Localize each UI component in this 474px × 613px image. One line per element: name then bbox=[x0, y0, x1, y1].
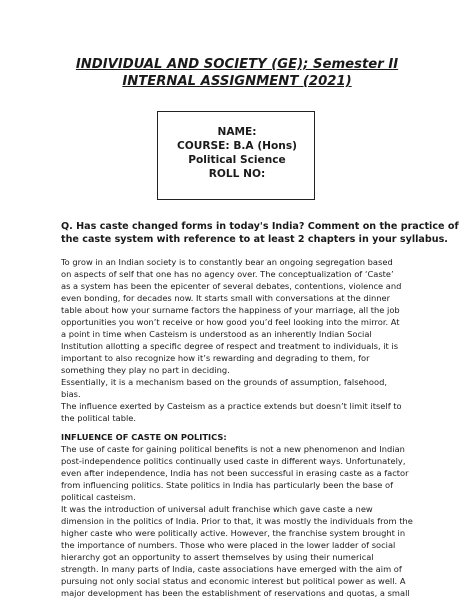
roll-number-label: ROLL NO: bbox=[208, 168, 266, 180]
body-text-line: even bonding, for decades now. It starts small with conversations at the dinner bbox=[61, 293, 391, 303]
body-text-line: from influencing politics. State politics in India has particularly been the base of bbox=[61, 480, 394, 490]
body-text-line: table about how your surname factors the happiness of your marriage, all the job bbox=[61, 305, 400, 315]
body-text-line: even after independence, India has not been successful in erasing caste as a factor bbox=[61, 468, 409, 478]
body-text-line: To grow in an Indian society is to constantly bear an ongoing segregation based bbox=[61, 257, 393, 267]
subject-label: Political Science bbox=[188, 154, 286, 166]
body-text-line: dimension in the politics of India. Prior to that, it was mostly the individuals from the bbox=[61, 516, 413, 526]
body-text-line: post-independence politics continually used caste in different ways. Unfortunately, bbox=[61, 456, 406, 466]
assignment-subtitle: INTERNAL ASSIGNMENT (2021) bbox=[122, 74, 352, 89]
body-text-line: the political table. bbox=[61, 413, 137, 423]
body-text-line: political casteism. bbox=[61, 492, 136, 502]
body-text-line: bias. bbox=[61, 389, 81, 399]
body-text-line: as a system has been the epicenter of several debates, contentions, violence and bbox=[61, 281, 402, 291]
body-text-line: hierarchy got an opportunity to assert themselves by using their numerical bbox=[61, 552, 374, 562]
section-heading: INFLUENCE OF CASTE ON POLITICS: bbox=[61, 432, 227, 442]
body-text-line: a point in time when Casteism is understood as an inherently Indian Social bbox=[61, 329, 372, 339]
body-text-line: something they play no part in deciding. bbox=[61, 365, 230, 375]
body-text-line: the importance of numbers. Those who were placed in the lower ladder of social bbox=[61, 540, 396, 550]
assignment-title: INDIVIDUAL AND SOCIETY (GE); Semester II bbox=[75, 57, 399, 72]
question-line: Q. Has caste changed forms in today's India? Comment on the practice of bbox=[61, 221, 459, 232]
body-text-line: major development has been the establishment of reservations and quotas, a small bbox=[61, 588, 410, 598]
body-text-line: Essentially, it is a mechanism based on the grounds of assumption, falsehood, bbox=[61, 377, 387, 387]
body-text-line: The use of caste for gaining political benefits is not a new phenomenon and Indian bbox=[61, 444, 405, 454]
name-label: NAME: bbox=[217, 126, 257, 138]
body-text-line: important to also recognize how it’s rewarding and degrading to them, for bbox=[61, 353, 370, 363]
body-text-line: Institution allotting a specific degree of respect and treatment to individuals, it is bbox=[61, 341, 399, 351]
body-text-line: The influence exerted by Casteism as a practice extends but doesn’t limit itself to bbox=[61, 401, 402, 411]
question-line: the caste system with reference to at least 2 chapters in your syllabus. bbox=[61, 234, 448, 245]
body-text-line: higher caste who were politically active. However, the franchise system brought in bbox=[61, 528, 406, 538]
body-text-line: It was the introduction of universal adult franchise which gave caste a new bbox=[61, 504, 373, 514]
body-text-line: pursuing not only social status and economic interest but political power as well. A bbox=[61, 576, 406, 586]
body-text-line: opportunities you won’t receive or how good you’d feel looking into the mirror. At bbox=[61, 317, 400, 327]
course-label: COURSE: B.A (Hons) bbox=[177, 140, 297, 152]
body-text-line: on aspects of self that one has no agency over. The conceptualization of ‘Caste’ bbox=[61, 269, 394, 279]
body-text-line: strength. In many parts of India, caste associations have emerged with the aim of bbox=[61, 564, 402, 574]
